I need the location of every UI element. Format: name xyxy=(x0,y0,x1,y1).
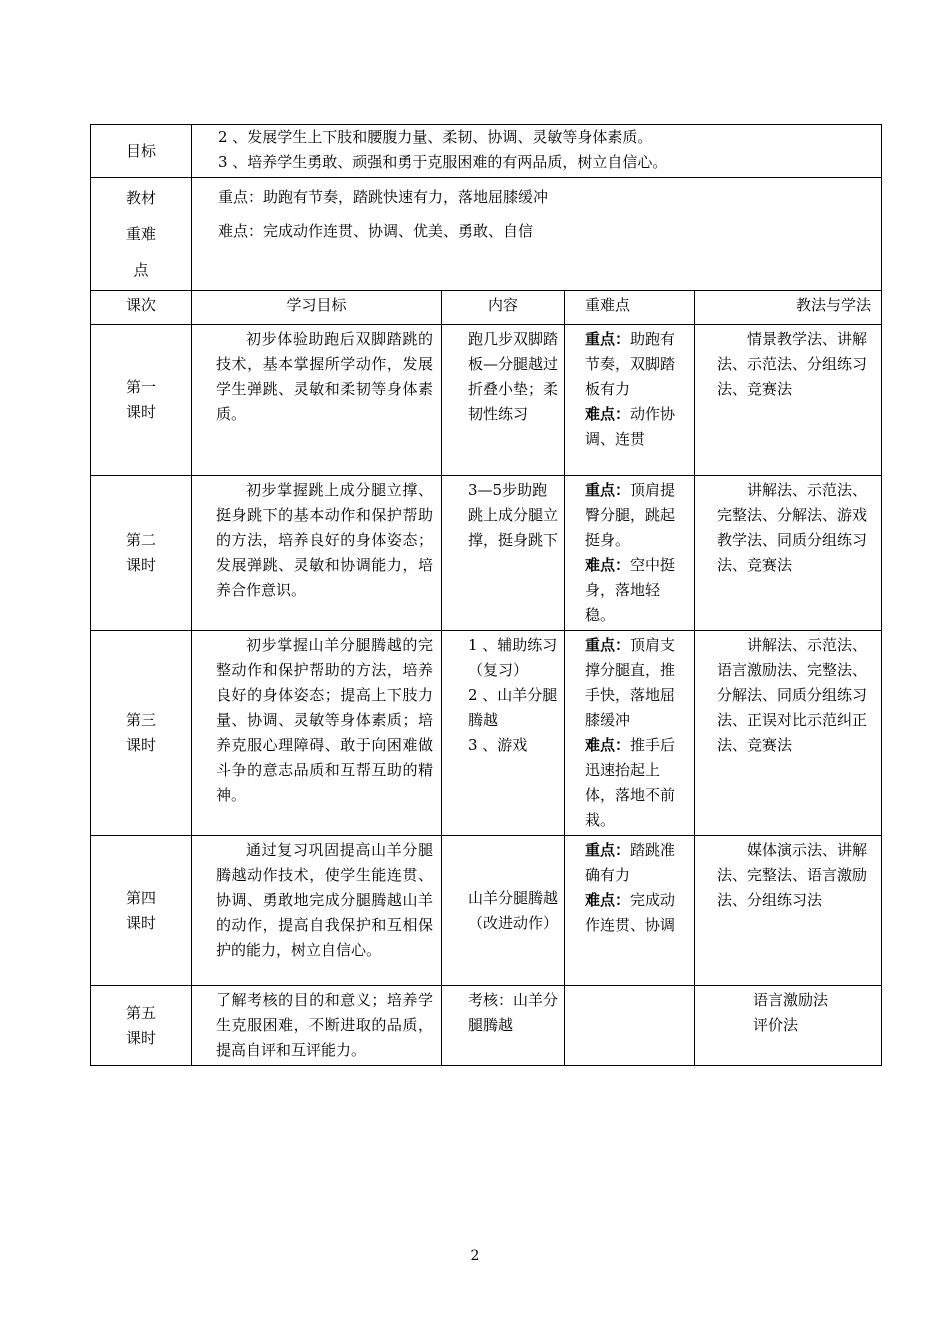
header-objective: 学习目标 xyxy=(192,291,442,325)
lesson-focus: 重点：顶肩提臀分腿，跳起挺身。 难点：空中挺身，落地轻稳。 xyxy=(565,476,695,631)
goal-cell xyxy=(192,125,882,178)
lesson-label: 第四 课时 xyxy=(91,836,192,986)
lesson-row xyxy=(91,325,882,476)
lesson-objective: 初步掌握山羊分腿腾越的完整动作和保护帮助的方法，培养良好的身体姿态；提高上下肢力量、协调、灵敏等身体素质；培养克服心理障碍、敢于向困难做斗争的意志品质和互帮互助的精神。 xyxy=(192,631,442,836)
lesson-content: 跑几步双脚踏板—分腿越过折叠小垫；柔韧性练习 xyxy=(442,325,565,476)
lesson-objective: 了解考核的目的和意义；培养学生克服困难，不断进取的品质，提高自评和互评能力。 xyxy=(192,986,442,1066)
lesson-row xyxy=(91,476,882,631)
lesson-focus: 重点：踏跳准确有力 难点：完成动作连贯、协调 xyxy=(565,836,695,986)
key-points-label: 教材 重难 点 xyxy=(91,178,192,291)
header-content: 内容 xyxy=(442,291,565,325)
lesson-row xyxy=(91,986,882,1066)
lesson-label: 第一 课时 xyxy=(91,325,192,476)
lesson-objective: 初步体验助跑后双脚踏跳的技术，基本掌握所学动作，发展学生弹跳、灵敏和柔韧等身体素质。 xyxy=(192,325,442,476)
lesson-focus: 重点：顶肩支撑分腿直，推手快，落地屈膝缓冲 难点：推手后迅速抬起上体，落地不前栽。 xyxy=(565,631,695,836)
goal-row xyxy=(91,125,882,178)
goal-line-2: 2 、发展学生上下肢和腰腹力量、柔韧、协调、灵敏等身体素质。 xyxy=(218,128,653,146)
lesson-methods: 语言激励法 评价法 xyxy=(695,986,882,1066)
goal-label: 目标 xyxy=(91,125,192,178)
lesson-content: 1 、辅助练习（复习） 2 、山羊分腿腾越 3 、游戏 xyxy=(442,631,565,836)
header-methods: 教法与学法 xyxy=(695,291,882,325)
key-points-cell xyxy=(192,178,882,291)
lesson-content: 山羊分腿腾越（改进动作） xyxy=(442,836,565,986)
lesson-methods: 媒体演示法、讲解法、完整法、语言激励法、分组练习法 xyxy=(695,836,882,986)
lesson-row xyxy=(91,836,882,986)
lesson-label: 第五 课时 xyxy=(91,986,192,1066)
key-point-text: 重点：助跑有节奏，踏跳快速有力，落地屈膝缓冲 xyxy=(218,188,549,206)
difficulty-text: 难点：完成动作连贯、协调、优美、勇敢、自信 xyxy=(218,222,534,240)
lesson-row xyxy=(91,631,882,836)
header-lesson: 课次 xyxy=(91,291,192,325)
lesson-focus: 重点：助跑有节奏，双脚踏板有力 难点：动作协调、连贯 xyxy=(565,325,695,476)
lesson-content: 考核：山羊分腿腾越 xyxy=(442,986,565,1066)
header-focus: 重难点 xyxy=(565,291,695,325)
lesson-label: 第三 课时 xyxy=(91,631,192,836)
goal-line-3: 3 、培养学生勇敢、顽强和勇于克服困难的有两品质，树立自信心。 xyxy=(218,153,668,171)
lesson-focus xyxy=(565,986,695,1066)
lesson-plan-table xyxy=(90,124,882,1066)
lesson-objective: 通过复习巩固提高山羊分腿腾越动作技术，使学生能连贯、协调、勇敢地完成分腿腾越山羊的动作，提高自我保护和互相保护的能力，树立自信心。 xyxy=(192,836,442,986)
lesson-methods: 情景教学法、讲解法、示范法、分组练习法、竞赛法 xyxy=(695,325,882,476)
lesson-content: 3—5步助跑跳上成分腿立撑，挺身跳下 xyxy=(442,476,565,631)
page-number: 2 xyxy=(470,1248,480,1264)
key-points-row xyxy=(91,178,882,291)
lesson-methods: 讲解法、示范法、语言激励法、完整法、分解法、同质分组练习法、正误对比示范纠正法、竞赛法 xyxy=(695,631,882,836)
lesson-methods: 讲解法、示范法、完整法、分解法、游戏教学法、同质分组练习法、竞赛法 xyxy=(695,476,882,631)
lesson-label: 第二 课时 xyxy=(91,476,192,631)
header-row xyxy=(91,291,882,325)
lesson-objective: 初步掌握跳上成分腿立撑、挺身跳下的基本动作和保护帮助的方法，培养良好的身体姿态；发展弹跳、灵敏和协调能力，培养合作意识。 xyxy=(192,476,442,631)
